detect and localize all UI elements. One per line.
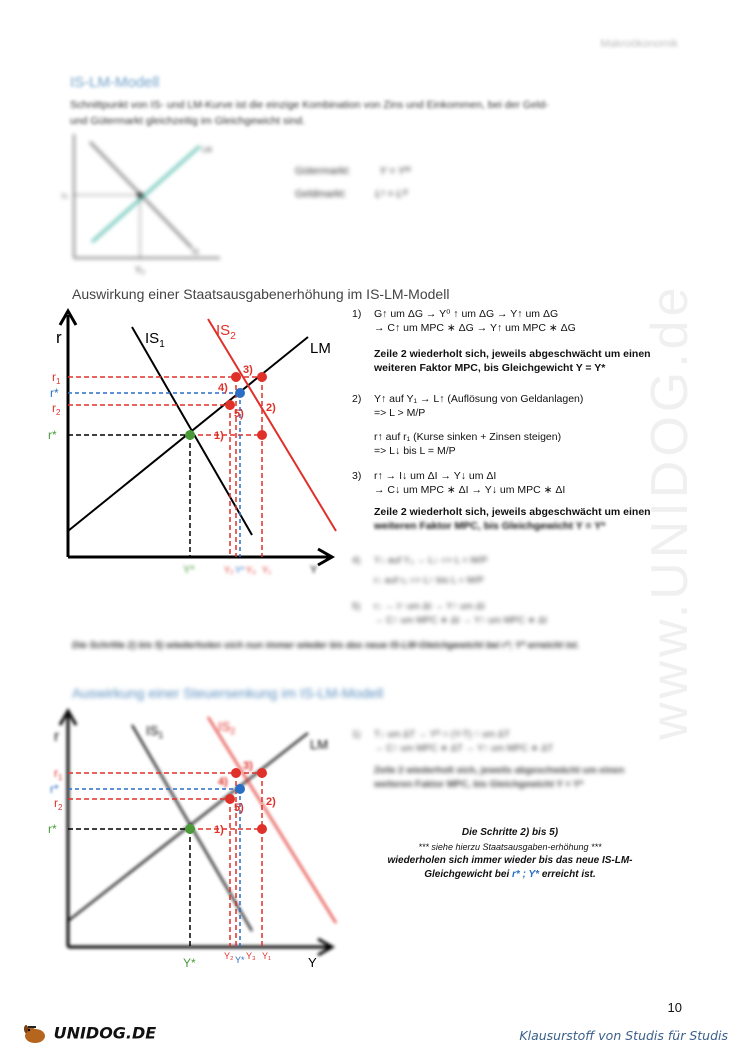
- step-bold-line: weiteren Faktor MPC, bis Gleichgewicht Y = Y*: [374, 779, 584, 790]
- s3-is2-label: $IS_2$: [218, 719, 236, 736]
- money-market-row: [295, 188, 407, 200]
- section1-intro: [70, 97, 670, 129]
- step-bold-line: Zeile 2 wiederholt sich, jeweils abgeschwächt um einen: [374, 506, 651, 518]
- step-bold-line: Zeile 2 wiederholt sich, jeweils abgeschwächt um einen: [374, 765, 625, 776]
- conclusion-line: wiederholen sich immer wieder bis das neue IS-LM-: [387, 855, 633, 866]
- s3-y3-label: Y₃: [246, 951, 256, 961]
- s3-marker-5: 5): [234, 802, 244, 814]
- s2-y3-label: Y₃: [246, 565, 256, 575]
- step-line: → C↑ um MPC ∗ ΔT → Y↑ um MPC ∗ ΔT: [374, 743, 554, 754]
- s1-is-label: IS: [192, 249, 199, 256]
- s3-is1-label: $IS_1$: [146, 723, 164, 740]
- s2-is1-label: $IS_1$: [145, 330, 165, 350]
- s2-step-3: [352, 469, 692, 533]
- section2-graph: [40, 305, 345, 590]
- section3-graph: [40, 705, 345, 980]
- logo: [22, 1023, 156, 1045]
- s2-marker-5: 5): [234, 408, 244, 420]
- s3-step-1: [352, 728, 692, 792]
- s3-ystar-label: Y*: [183, 956, 196, 970]
- s2-step-2: [352, 392, 692, 458]
- step-bold-line: Zeile 2 wiederholt sich, jeweils abgeschwächt um einen: [374, 348, 651, 360]
- s3-r2-label: $r_2$: [54, 796, 63, 812]
- step-number: 4): [352, 555, 361, 566]
- s3-rstar-green: r*: [48, 822, 57, 836]
- s2-lm-label: LM: [310, 340, 331, 357]
- s2-is2-label: $IS_2$: [216, 322, 236, 342]
- step-line: → C↑ um MPC ∗ ΔG → Y↑ um MPC ∗ ΔG: [374, 322, 576, 334]
- step-bold-line: weiteren Faktor MPC, bis Gleichgewicht Y = Y*: [374, 362, 606, 374]
- step-line: r↑ → I↓ um ΔI → Y↓ um ΔI: [374, 470, 497, 482]
- step-number: 1): [352, 729, 361, 740]
- s1-r-label: r₀: [62, 191, 68, 200]
- goods-market-label: Gütermarkt:: [295, 165, 351, 177]
- s2-rstar-green: r*: [48, 428, 57, 442]
- s3-lm-label: LM: [310, 737, 329, 752]
- s2-step-4: [352, 554, 692, 588]
- step-number: 5): [352, 601, 361, 612]
- conclusion-note: *** siehe hierzu Staatsausgaben-erhöhung ***: [418, 842, 602, 852]
- s2-step-5: [352, 600, 692, 628]
- money-market-eq: Lˢ = Lᴰ: [375, 188, 408, 200]
- dog-icon: [22, 1023, 48, 1045]
- s2-r2-label: $r_2$: [52, 401, 61, 417]
- step-line: Y↑ auf Y₁ → L↑ (Auflösung von Geldanlagen): [374, 393, 584, 405]
- step-line: Y↓ auf Y₃ → L↓ => L < M/P: [374, 555, 488, 566]
- footer-tagline: Klausurstoff von Studis für Studis: [519, 1028, 728, 1043]
- conclusion-line: Gleichgewicht bei r* ; Y* erreicht ist.: [424, 869, 596, 880]
- step-bold-line: weiteren Faktor MPC, bis Gleichgewicht Y = Y*: [374, 520, 606, 532]
- s1-y-label: Y₀: [135, 265, 145, 275]
- intro-line-1: Schnittpunkt von IS- und LM-Kurve ist die einzige Kombination von Zins und Einkommen, bei der Geld-: [70, 99, 549, 111]
- s2-rstar-blue: r*: [50, 386, 59, 400]
- s2-ystar-b-label: Y*: [235, 565, 245, 575]
- s2-y1-label: Y₁: [262, 565, 272, 575]
- step-number: 1): [352, 308, 362, 320]
- watermark: www.UNIDOG.de: [641, 283, 699, 740]
- goods-market-eq: Y = Yᴺ: [379, 165, 410, 177]
- step-line: T↓ um ΔT → Yᴰ = (Y-T) ↑ um ΔT: [374, 729, 510, 740]
- section3-title: Auswirkung einer Steuersenkung im IS-LM-Modell: [72, 685, 384, 701]
- s3-r1-label: $r_1$: [54, 766, 63, 782]
- section1-graph: [60, 130, 230, 280]
- s3-marker-2: 2): [266, 796, 276, 808]
- page-number: 10: [667, 1000, 682, 1015]
- s3-marker-1: 1): [214, 824, 224, 836]
- step-line: r↑ auf r₁ (Kurse sinken + Zinsen steigen): [374, 431, 562, 443]
- s2-r-axis: r: [56, 328, 62, 347]
- step-line: => L↓ bis L = M/P: [374, 445, 456, 457]
- section1-title: IS-LM-Modell: [70, 74, 160, 91]
- s3-ystar-b-label: Y*: [235, 955, 245, 965]
- s3-r-axis: r: [54, 728, 59, 745]
- s2-marker-4: 4): [218, 382, 228, 394]
- logo-text: UNIDOG.DE: [53, 1023, 157, 1043]
- step-line: r↓ auf r₂ => L↑ bis L = M/P: [374, 575, 484, 586]
- s2-summary: Die Schritte 2) bis 5) wiederholen sich nun immer wieder bis das neue IS-LM-Gleichgewicht bei r*; Y* erreicht ist.: [72, 640, 580, 651]
- s2-ystar-label: Y*: [183, 564, 195, 576]
- s2-y-axis: Y: [310, 564, 318, 576]
- s3-marker-3: 3): [243, 760, 253, 772]
- s2-r1-label: $r_1$: [52, 370, 61, 386]
- step-number: 3): [352, 470, 362, 482]
- money-market-label: Geldmarkt:: [295, 188, 347, 200]
- s3-y2-label: Y₂: [224, 951, 234, 961]
- section2-title: Auswirkung einer Staatsausgabenerhöhung im IS-LM-Modell: [72, 286, 450, 302]
- s3-conclusion: [360, 826, 660, 882]
- s1-lm-label: LM: [202, 147, 212, 154]
- s3-y1-label: Y₁: [262, 951, 272, 961]
- goods-market-row: [295, 165, 410, 177]
- intro-line-2: und Gütermarkt gleichzeitig im Gleichgewicht sind.: [70, 115, 306, 127]
- step-line: G↑ um ΔG → Y⁰ ↑ um ΔG → Y↑ um ΔG: [374, 308, 559, 320]
- s2-marker-2: 2): [266, 402, 276, 414]
- s2-marker-3: 3): [243, 364, 253, 376]
- step-number: 2): [352, 393, 362, 405]
- step-line: → C↓ um MPC ∗ ΔI → Y↓ um MPC ∗ ΔI: [374, 484, 566, 496]
- step-line: => L > M/P: [374, 407, 426, 419]
- conclusion-line: Die Schritte 2) bis 5): [461, 827, 559, 838]
- conclusion-highlight: r* ; Y*: [512, 869, 540, 880]
- s2-step-1: [352, 307, 692, 375]
- s2-marker-1: 1): [214, 430, 224, 442]
- s3-marker-4: 4): [218, 776, 228, 788]
- s3-rstar-blue: r*: [50, 782, 59, 796]
- step-line: → C↑ um MPC ∗ ΔI → Y↑ um MPC ∗ ΔI: [374, 615, 548, 626]
- step-line: r↓ → I↑ um ΔI → Y↑ um ΔI: [374, 601, 485, 612]
- s3-y-axis: Y: [308, 955, 317, 970]
- s2-y2-label: Y₂: [224, 565, 234, 575]
- header-subject: Makroökonomik: [600, 38, 678, 50]
